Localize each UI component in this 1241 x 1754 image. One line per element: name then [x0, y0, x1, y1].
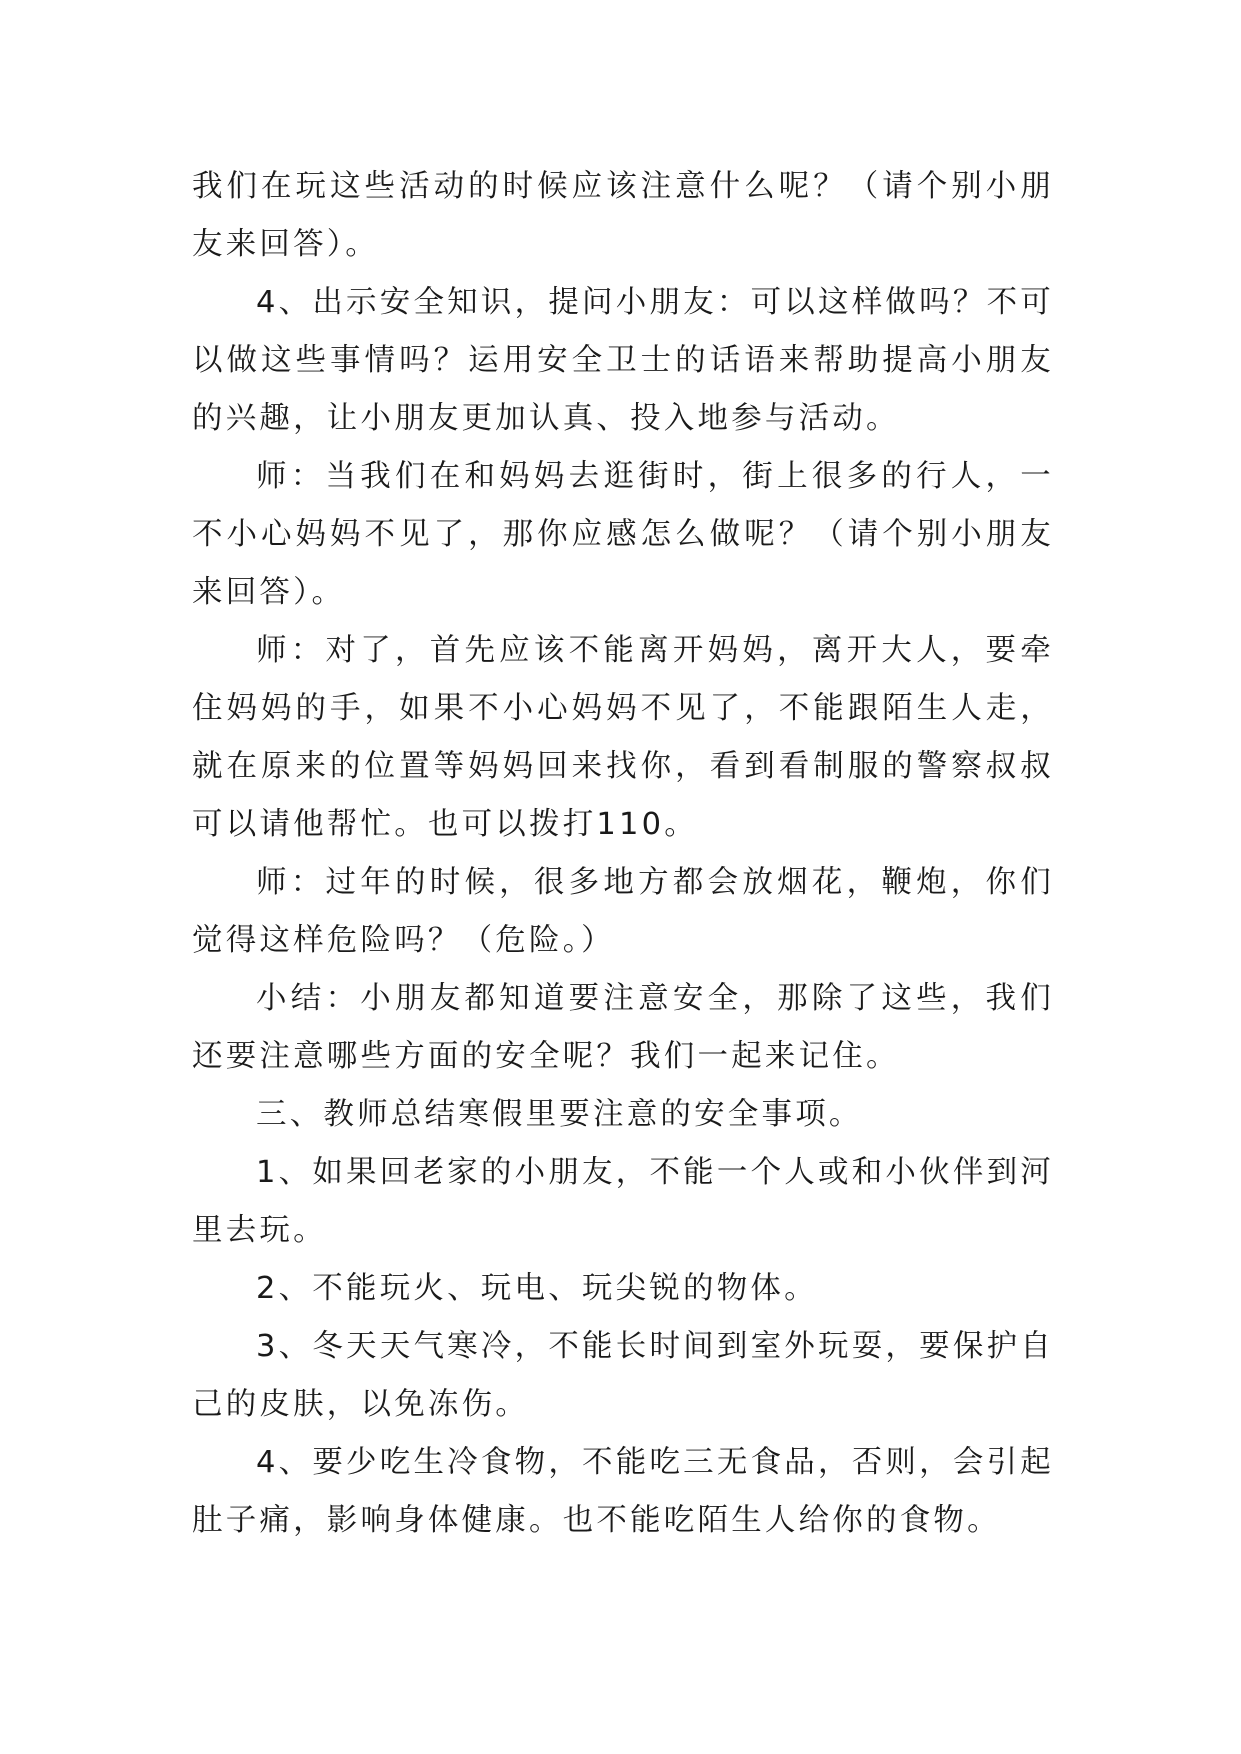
paragraph-9: 2、不能玩火、玩电、玩尖锐的物体。	[256, 1271, 818, 1306]
paragraph-3: 师：当我们在和妈妈去逛街时，街上很多的行人，一不小心妈妈不见了，那你应感怎么做呢？（请个别小朋友来回答）。	[192, 459, 1054, 610]
paragraph-8: 1、如果回老家的小朋友，不能一个人或和小伙伴到河里去玩。	[192, 1155, 1054, 1248]
paragraph-5: 师：过年的时候，很多地方都会放烟花，鞭炮，你们觉得这样危险吗？（危险。）	[192, 865, 1054, 958]
paragraph-4: 师：对了，首先应该不能离开妈妈，离开大人，要牵住妈妈的手，如果不小心妈妈不见了，不能跟陌生人走，就在原来的位置等妈妈回来找你，看到看制服的警察叔叔可以请他帮忙。也可以拨打110。	[192, 633, 1054, 842]
paragraph-7: 三、教师总结寒假里要注意的安全事项。	[256, 1097, 863, 1132]
paragraph-11: 4、要少吃生冷食物，不能吃三无食品，否则，会引起肚子痛，影响身体健康。也不能吃陌生人给你的食物。	[192, 1445, 1054, 1538]
document-body	[192, 158, 1054, 1550]
paragraph-10: 3、冬天天气寒冷，不能长时间到室外玩耍，要保护自己的皮肤，以免冻伤。	[192, 1329, 1054, 1422]
paragraph-2: 4、出示安全知识，提问小朋友：可以这样做吗？不可以做这些事情吗？运用安全卫士的话语来帮助提高小朋友的兴趣，让小朋友更加认真、投入地参与活动。	[192, 285, 1054, 436]
paragraph-1: 我们在玩这些活动的时候应该注意什么呢？（请个别小朋友来回答）。	[192, 169, 1054, 262]
paragraph-6: 小结：小朋友都知道要注意安全，那除了这些，我们还要注意哪些方面的安全呢？我们一起来记住。	[192, 981, 1054, 1074]
